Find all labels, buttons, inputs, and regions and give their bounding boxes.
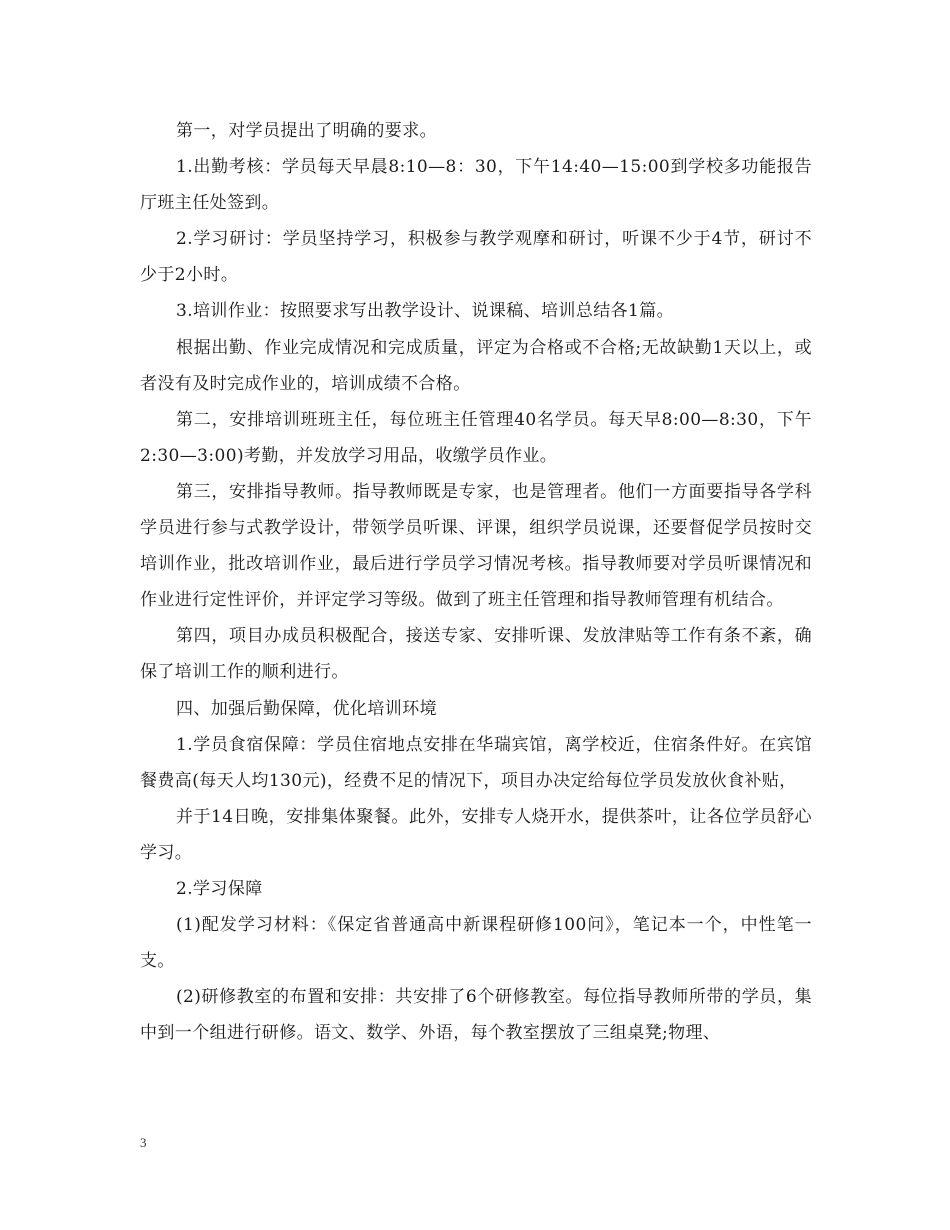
paragraph-accommodation: 1.学员食宿保障：学员住宿地点安排在华瑞宾馆，离学校近，住宿条件好。在宾馆餐费高(每天人均130元)，经费不足的情况下，项目办决定给每位学员发放伙食补贴，	[140, 734, 812, 791]
paragraph-classrooms: (2)研修教室的布置和安排：共安排了6个研修教室。每位指导教师所带的学员，集中到一个组进行研修。语文、数学、外语，每个教室摆放了三组桌凳;物理、	[140, 987, 812, 1044]
subheading-study-support: 2.学习保障	[176, 878, 263, 899]
paragraph-homework: 3.培训作业：按照要求写出教学设计、说课稿、培训总结各1篇。	[176, 301, 675, 322]
paragraph-attendance: 1.出勤考核：学员每天早晨8:10—8：30，下午14:40—15:00到学校多功能报告厅班主任处签到。	[140, 157, 812, 214]
section-heading-logistics: 四、加强后勤保障，优化培训环境	[176, 698, 437, 719]
paragraph-materials: (1)配发学习材料：《保定省普通高中新课程研修100问》，笔记本一个，中性笔一支。	[140, 915, 812, 972]
paragraph-first-requirements: 第一，对学员提出了明确的要求。	[176, 121, 437, 141]
page-number: 3	[140, 1135, 147, 1150]
paragraph-project-office: 第四，项目办成员积极配合，接送专家、安排听课、发放津贴等工作有条不紊，确保了培训工作的顺利进行。	[140, 626, 812, 683]
paragraph-study-discussion: 2.学习研讨：学员坚持学习，积极参与教学观摩和研讨，听课不少于4节，研讨不少于2小时。	[140, 229, 812, 286]
paragraph-evaluation: 根据出勤、作业完成情况和完成质量，评定为合格或不合格;无故缺勤1天以上，或者没有及时完成作业的，培训成绩不合格。	[140, 337, 812, 394]
paragraph-class-teacher: 第二，安排培训班班主任，每位班主任管理40名学员。每天早8:00—8:30，下午2:30—3:00)考勤，并发放学习用品，收缴学员作业。	[140, 409, 812, 466]
paragraph-instructors: 第三，安排指导教师。指导教师既是专家，也是管理者。他们一方面要指导各学科学员进行参与式教学设计，带领学员听课、评课，组织学员说课，还要督促学员按时交培训作业，批改培训作业，最后进行学员学习情况考核。指导教师要对学员听课情况和作业进行定性评价，并评定学习等级。做到了班主任管理和指导教师管理有机结合。	[140, 481, 812, 611]
document-body	[140, 113, 812, 1051]
paragraph-dinner: 并于14日晚，安排集体聚餐。此外，安排专人烧开水，提供茶叶，让各位学员舒心学习。	[140, 806, 812, 863]
